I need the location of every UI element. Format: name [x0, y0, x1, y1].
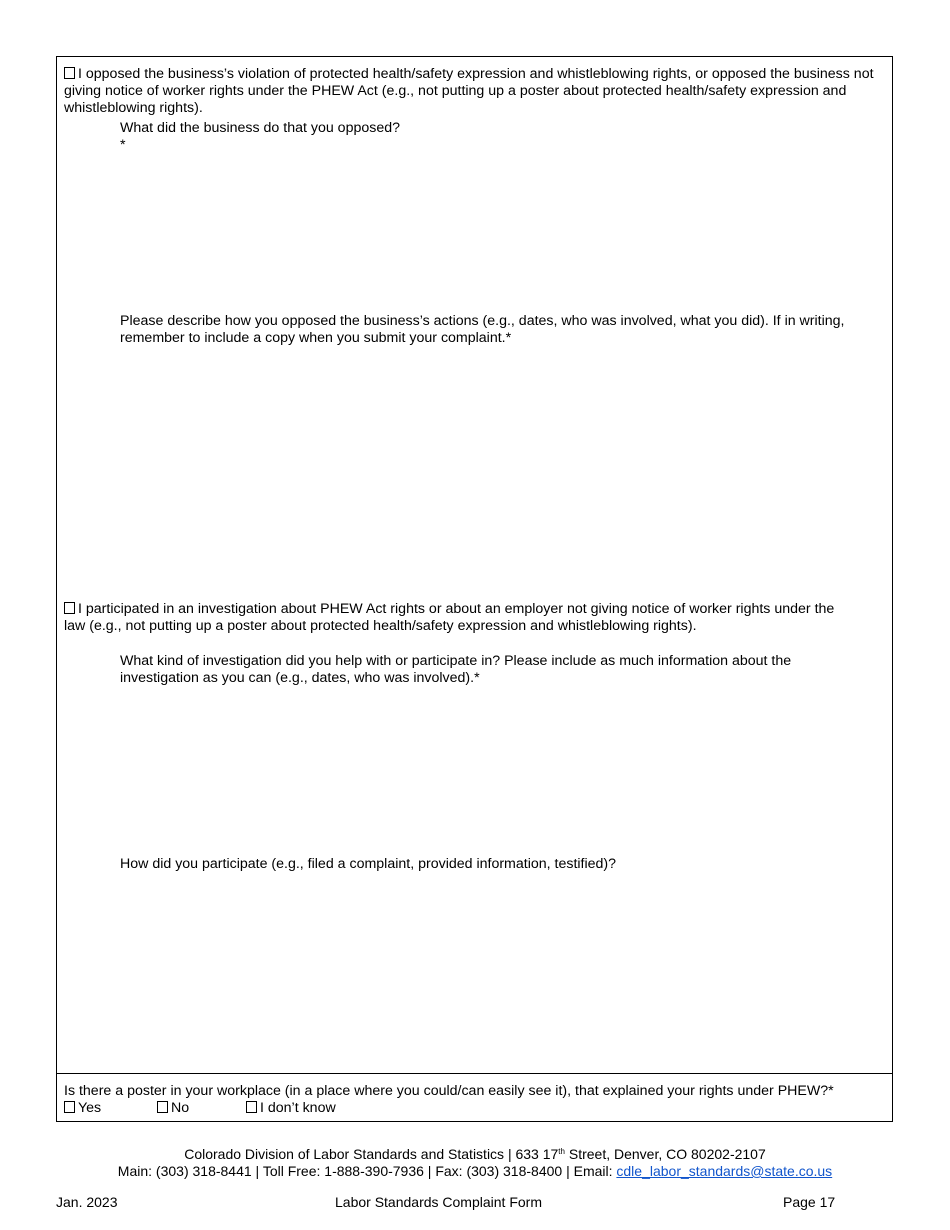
footer-form-name: Labor Standards Complaint Form	[335, 1194, 542, 1210]
poster-option-yes[interactable]: Yes	[64, 1100, 101, 1117]
opposed-checkbox-label: I opposed the business’s violation of protected health/safety expression and whistleblowing rights, or opposed the business not giving notice of worker rights under the PHEW Act (e.g., not putting up a poster about protected health/safety expression and whistleblowing rights).	[64, 66, 874, 116]
poster-option-dont-know[interactable]: I don’t know	[246, 1100, 336, 1117]
opposed-checkbox[interactable]	[64, 67, 75, 79]
opposed-option	[64, 66, 874, 117]
participated-option	[64, 601, 854, 635]
footer-date: Jan. 2023	[56, 1194, 118, 1210]
opposed-question-2: Please describe how you opposed the business’s actions (e.g., dates, who was involved, what you did). If in writing, remember to include a copy when you submit your complaint.*	[120, 313, 845, 346]
poster-question: Is there a poster in your workplace (in a place where you could/can easily see it), that explained your rights under PHEW?*	[64, 1083, 834, 1099]
opposed-answer-2-field[interactable]	[64, 350, 814, 590]
contact-line: Main: (303) 318-8441 | Toll Free: 1-888-390-7936 | Fax: (303) 318-8400 | Email: cdle_labor_standards@state.co.us	[117, 1163, 833, 1179]
participated-question-2: How did you participate (e.g., filed a complaint, provided information, testified)?	[120, 856, 617, 872]
email-link[interactable]: cdle_labor_standards@state.co.us	[616, 1163, 833, 1179]
poster-option-no[interactable]: No	[157, 1100, 189, 1117]
section-divider	[57, 1073, 892, 1074]
yes-checkbox[interactable]	[64, 1101, 75, 1113]
dont-know-checkbox[interactable]	[246, 1101, 257, 1113]
opposed-answer-1-field[interactable]	[64, 156, 814, 306]
no-checkbox[interactable]	[157, 1101, 168, 1113]
participated-question-1: What kind of investigation did you help with or participate in? Please include as much information about the investigation as you can (e.g., dates, who was involved).*	[120, 653, 792, 686]
opposed-question-1: What did the business do that you opposed? *	[120, 120, 870, 154]
participated-checkbox-label: I participated in an investigation about PHEW Act rights or about an employer not giving notice of worker rights under the law (e.g., not putting up a poster about protected health/safety expression and whistleblowing rights).	[64, 601, 835, 634]
participated-checkbox[interactable]	[64, 602, 75, 614]
org-address-line: Colorado Division of Labor Standards and Statistics | 633 17th Street, Denver, CO 80202-2107	[184, 1146, 766, 1162]
participated-answer-1-field[interactable]	[64, 690, 814, 850]
participated-answer-2-field[interactable]	[64, 876, 814, 1066]
required-marker: *	[120, 137, 126, 153]
footer-page-number: Page 17	[783, 1194, 836, 1210]
